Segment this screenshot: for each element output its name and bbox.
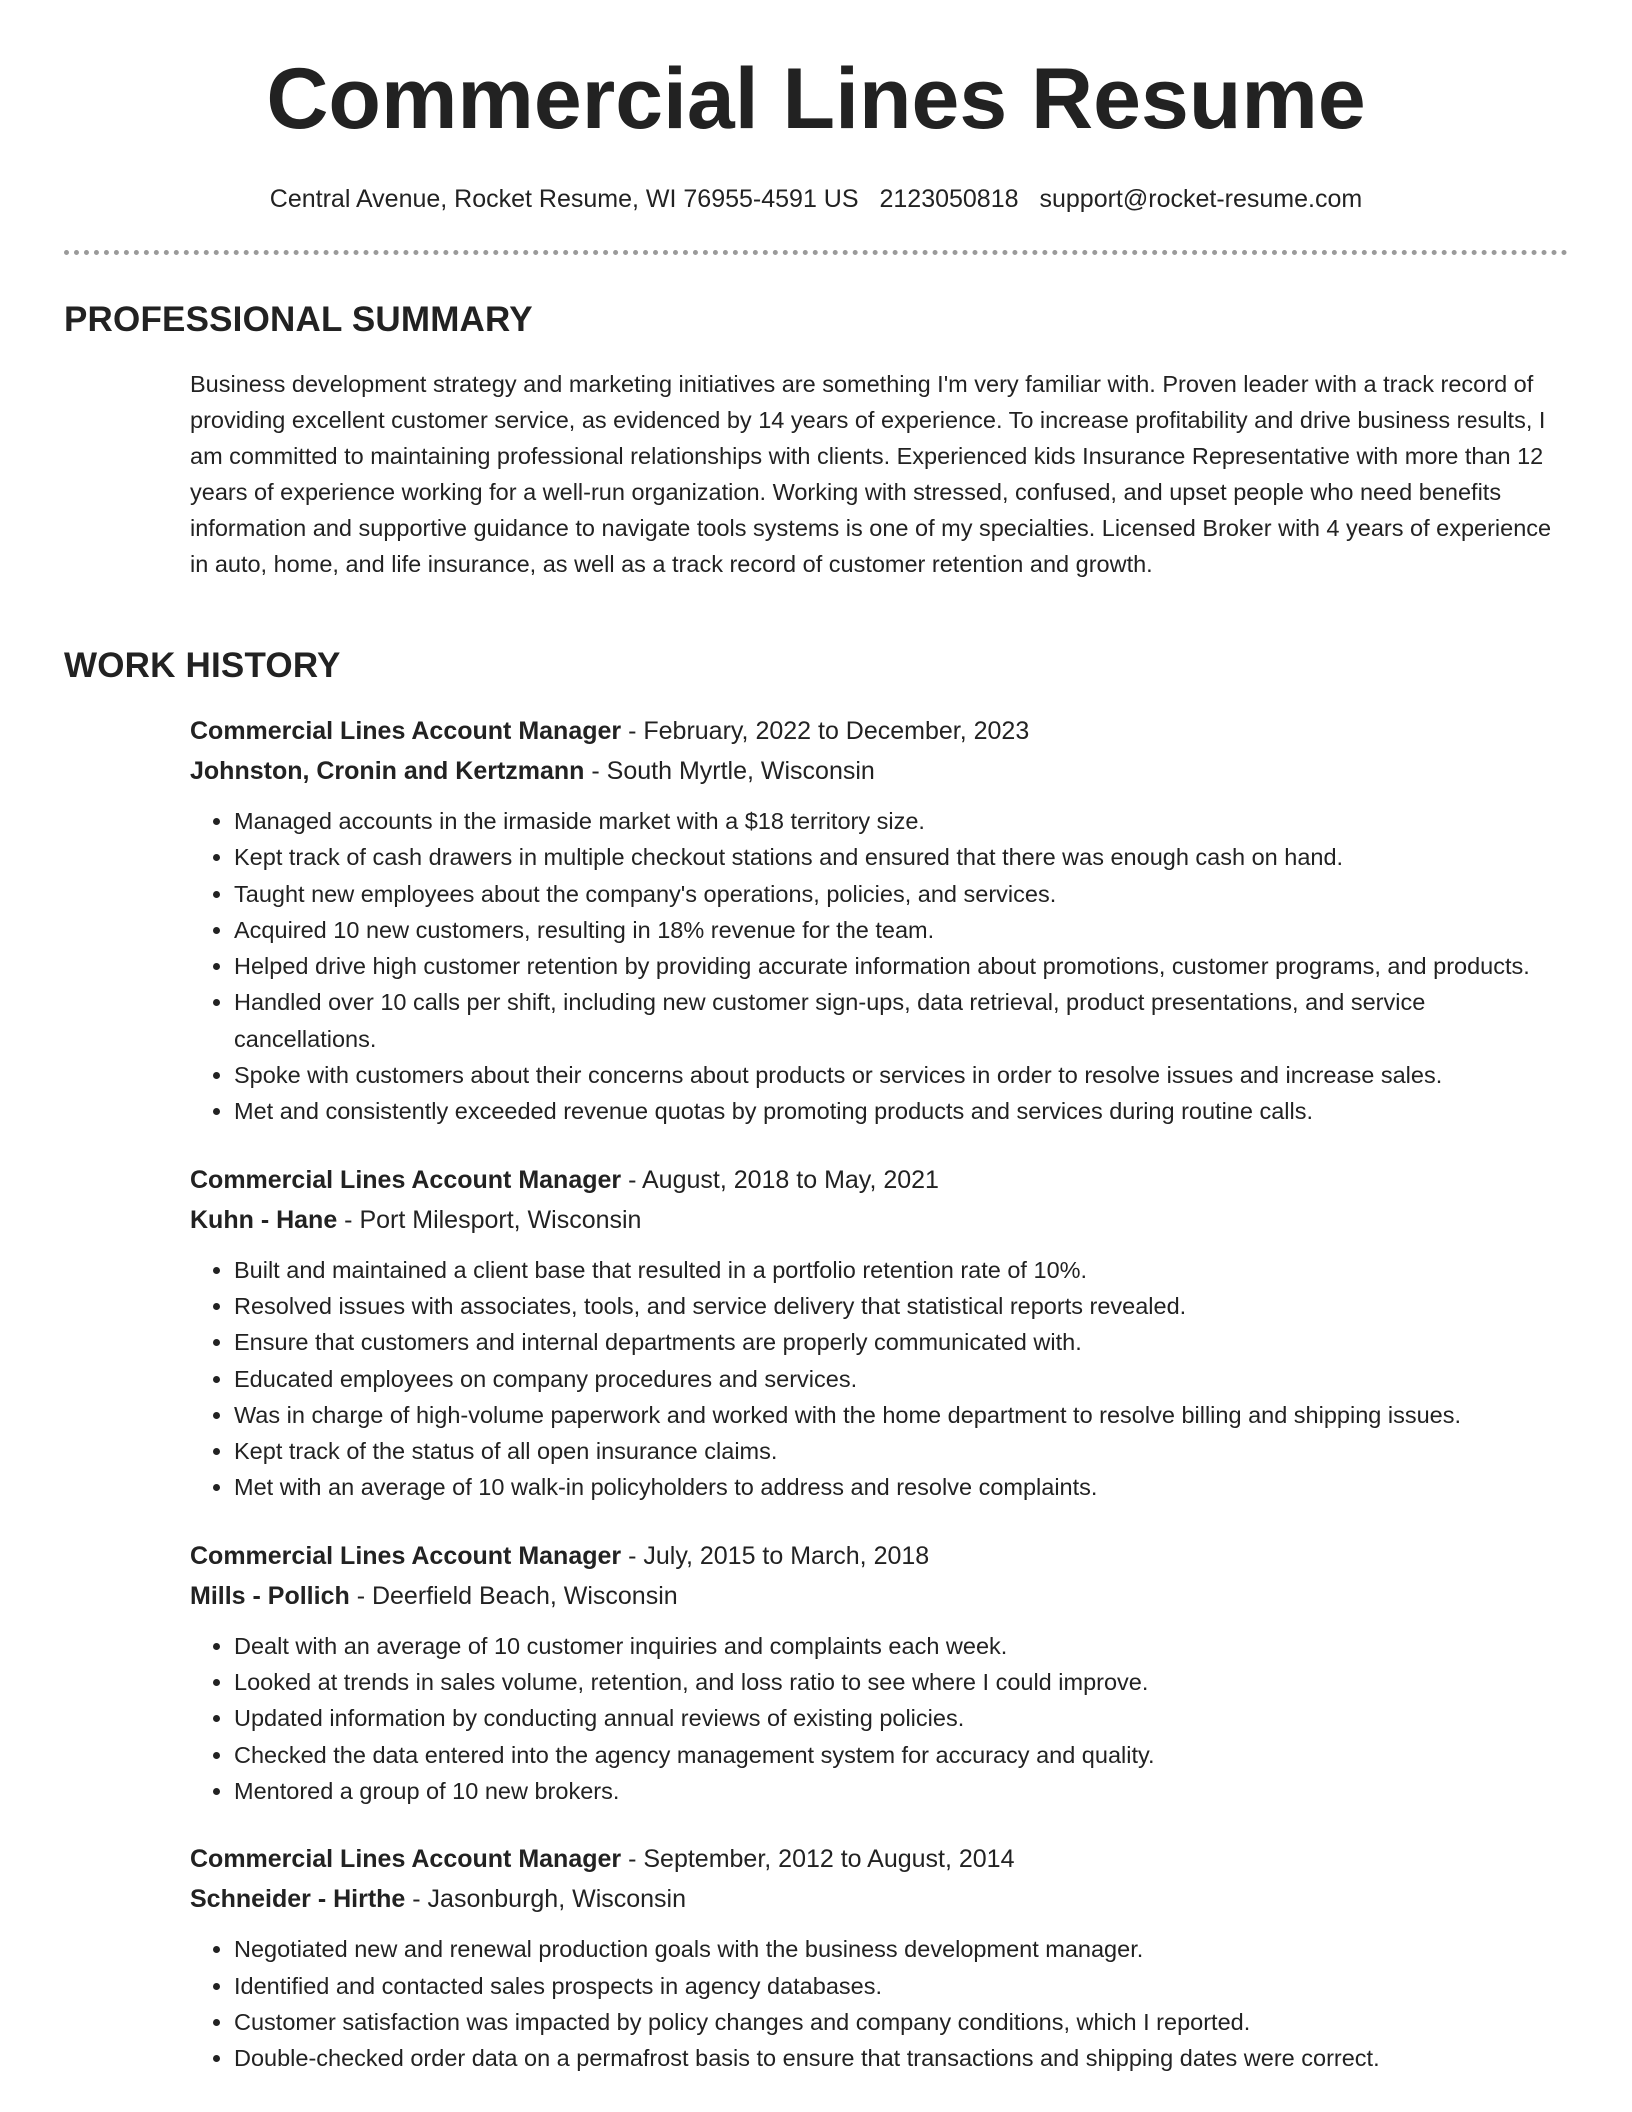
job-location: - South Myrtle, Wisconsin (591, 757, 875, 785)
job-bullet: • Handled over 10 calls per shift, including new customer sign-ups, data retrieval, product presentations, and service cancellations. (234, 984, 1570, 1057)
job-company: Johnston, Cronin and Kertzmann (190, 757, 585, 785)
job-bullet: • Identified and contacted sales prospects in agency databases. (234, 1968, 1570, 2004)
job-bullet: • Negotiated new and renewal production goals with the business development manager. (234, 1931, 1570, 1967)
job-dates: - September, 2012 to August, 2014 (628, 1845, 1015, 1874)
job-bullet: • Acquired 10 new customers, resulting in 18% revenue for the team. (234, 912, 1570, 948)
job-title-line (190, 1536, 1570, 1576)
job-bullet: • Kept track of cash drawers in multiple checkout stations and ensured that there was enough cash on hand. (234, 839, 1570, 875)
job-title-line (190, 711, 1570, 751)
job-bullet: • Spoke with customers about their concerns about products or services in order to resolve issues and increase sales. (234, 1057, 1570, 1093)
job-company: Kuhn - Hane (190, 1205, 338, 1234)
job-bullet: • Updated information by conducting annual reviews of existing policies. (234, 1700, 1570, 1736)
job-dates: - July, 2015 to March, 2018 (628, 1541, 930, 1570)
job-bullets (190, 1628, 1570, 1809)
job-bullet: • Managed accounts in the irmaside market with a $18 territory size. (234, 803, 1570, 839)
job-entry (190, 711, 1570, 1130)
job-dates: - February, 2022 to December, 2023 (628, 717, 1030, 745)
work-history-heading: WORK HISTORY (64, 646, 341, 685)
job-entry (190, 1536, 1570, 1809)
job-bullet: • Taught new employees about the company's operations, policies, and services. (234, 876, 1570, 912)
job-bullets (190, 1931, 1570, 2076)
job-company-line (190, 1576, 1570, 1616)
summary-heading: PROFESSIONAL SUMMARY (64, 300, 533, 339)
job-bullets (190, 1252, 1570, 1506)
job-title: Commercial Lines Account Manager (190, 717, 622, 745)
job-bullet: • Checked the data entered into the agency management system for accuracy and quality. (234, 1737, 1570, 1773)
summary-text: Business development strategy and marketing initiatives are something I'm very familiar with. Proven leader with a track record of providing excellent customer service, as evidenced by 14 years of experience. To increase profitability and drive business results, I am committed to maintaining professional relationships with clients. Experienced kids Insurance Representative with more than 12 years of experience working for a well-run organization. Working with stressed, confused, and upset people who need benefits information and supportive guidance to navigate tools systems is one of my specialties. Licensed Broker with 4 years of experience in auto, home, and life insurance, as well as a track record of customer retention and growth. (190, 371, 1552, 577)
header-divider (64, 250, 1568, 255)
job-entry (190, 1160, 1570, 1506)
job-bullet: • Dealt with an average of 10 customer inquiries and complaints each week. (234, 1628, 1570, 1664)
job-bullets (190, 803, 1570, 1130)
job-company-line (190, 1200, 1570, 1240)
job-company: Mills - Pollich (190, 1581, 350, 1610)
job-bullet: • Met with an average of 10 walk-in policyholders to address and resolve complaints. (234, 1469, 1570, 1505)
contact-phone: 2123050818 (879, 185, 1019, 213)
job-title-line (190, 1160, 1570, 1200)
job-bullet: • Resolved issues with associates, tools, and service delivery that statistical reports revealed. (234, 1288, 1570, 1324)
contact-email: support@rocket-resume.com (1039, 185, 1363, 213)
job-bullet: • Ensure that customers and internal departments are properly communicated with. (234, 1324, 1570, 1360)
job-bullet: • Helped drive high customer retention by providing accurate information about promotions, customer programs, and products. (234, 948, 1570, 984)
job-bullet: • Customer satisfaction was impacted by policy changes and company conditions, which I reported. (234, 2004, 1570, 2040)
work-history (190, 711, 1570, 2106)
job-company: Schneider - Hirthe (190, 1885, 406, 1914)
job-bullet: • Met and consistently exceeded revenue quotas by promoting products and services during routine calls. (234, 1093, 1570, 1129)
job-location: - Deerfield Beach, Wisconsin (356, 1581, 678, 1610)
job-company-line (190, 1879, 1570, 1919)
job-bullet: • Kept track of the status of all open insurance claims. (234, 1433, 1570, 1469)
job-bullet: • Double-checked order data on a permafrost basis to ensure that transactions and shipping dates were correct. (234, 2040, 1570, 2076)
job-title: Commercial Lines Account Manager (190, 1845, 622, 1874)
job-location: - Jasonburgh, Wisconsin (412, 1885, 687, 1914)
job-dates: - August, 2018 to May, 2021 (628, 1165, 939, 1194)
job-entry (190, 1839, 1570, 2076)
contact-address: Central Avenue, Rocket Resume, WI 76955-4591 US (269, 185, 859, 213)
job-bullet: • Built and maintained a client base that resulted in a portfolio retention rate of 10%. (234, 1252, 1570, 1288)
job-bullet: • Looked at trends in sales volume, retention, and loss ratio to see where I could improve. (234, 1664, 1570, 1700)
job-company-line (190, 751, 1570, 791)
job-title: Commercial Lines Account Manager (190, 1541, 622, 1570)
job-bullet: • Educated employees on company procedures and services. (234, 1361, 1570, 1397)
job-location: - Port Milesport, Wisconsin (344, 1205, 642, 1234)
contact-line (0, 181, 1632, 217)
job-title-line (190, 1839, 1570, 1879)
job-title: Commercial Lines Account Manager (190, 1165, 622, 1194)
resume-title: Commercial Lines Resume (266, 51, 1366, 147)
job-bullet: • Mentored a group of 10 new brokers. (234, 1773, 1570, 1809)
job-bullet: • Was in charge of high-volume paperwork and worked with the home department to resolve billing and shipping issues. (234, 1397, 1570, 1433)
